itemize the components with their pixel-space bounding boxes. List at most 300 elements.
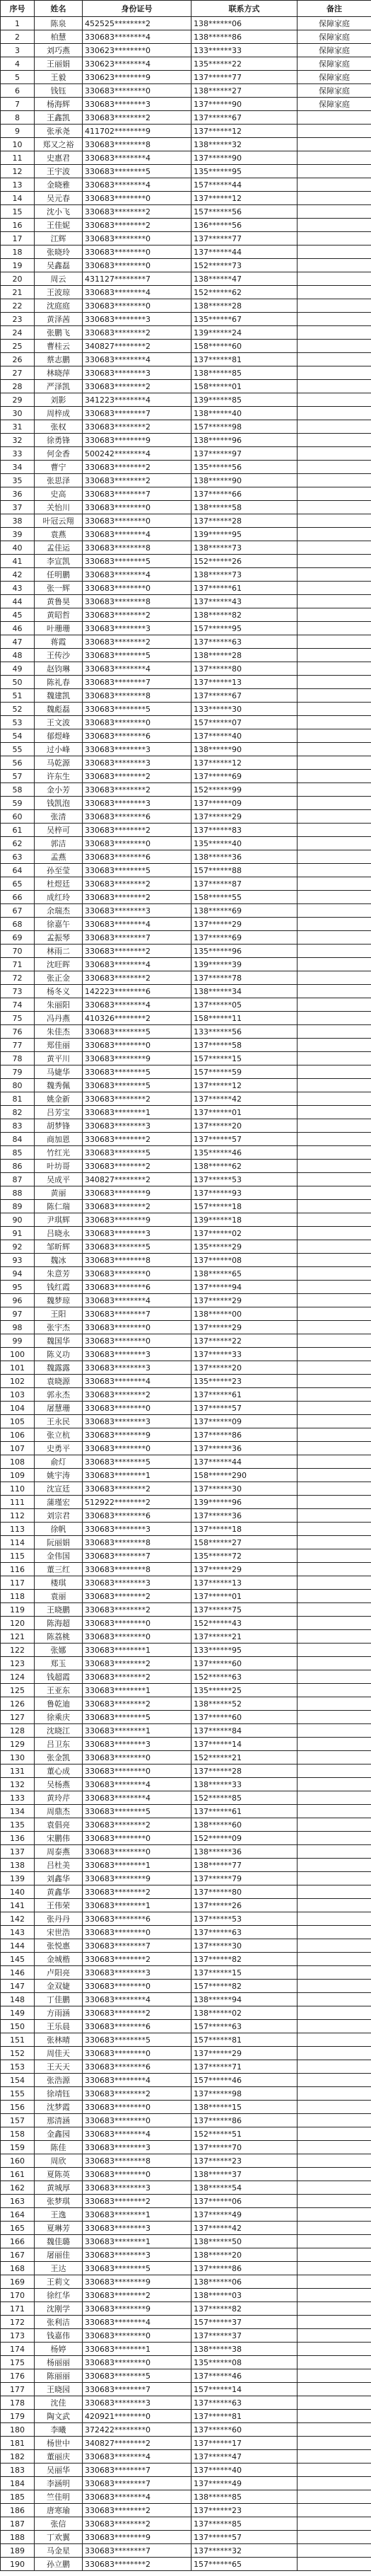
table-row — [1, 2020, 371, 2033]
table-body — [1, 17, 371, 2571]
person-name: 徐嘉午 — [35, 918, 83, 931]
note: 保障家庭 — [298, 98, 371, 111]
row-index: 75 — [1, 1012, 35, 1025]
note — [298, 1388, 371, 1402]
person-name: 吴杨燕 — [35, 1778, 83, 1791]
phone-number: 157******15 — [192, 1052, 298, 1065]
row-index: 6 — [1, 84, 35, 98]
row-index: 151 — [1, 2033, 35, 2047]
row-index: 4 — [1, 57, 35, 71]
row-index: 131 — [1, 1764, 35, 1778]
note — [298, 1644, 371, 1657]
phone-number: 137******05 — [192, 998, 298, 1012]
note — [298, 259, 371, 272]
person-name: 周云 — [35, 272, 83, 286]
row-index: 105 — [1, 1415, 35, 1428]
row-index: 19 — [1, 259, 35, 272]
person-name: 夏琳芳 — [35, 2222, 83, 2235]
phone-number: 138******58 — [192, 501, 298, 514]
row-index: 146 — [1, 1966, 35, 1980]
note — [298, 1536, 371, 1549]
table-row — [1, 1590, 371, 1603]
table-row — [1, 1845, 371, 1859]
person-name: 史勇平 — [35, 1442, 83, 1455]
row-index: 160 — [1, 2154, 35, 2168]
table-row — [1, 232, 371, 246]
id-number: 330623********4 — [83, 57, 192, 71]
note — [298, 1455, 371, 1469]
row-index: 52 — [1, 703, 35, 716]
note — [298, 1294, 371, 1307]
table-row — [1, 1670, 371, 1684]
id-number: 330683********7 — [83, 931, 192, 945]
person-name: 黄昭哲 — [35, 608, 83, 622]
table-row — [1, 1509, 371, 1523]
row-index: 166 — [1, 2235, 35, 2248]
note — [298, 1980, 371, 1993]
note — [298, 1079, 371, 1092]
phone-number: 137******78 — [192, 971, 298, 985]
note — [298, 2181, 371, 2195]
id-number: 330683********9 — [83, 1052, 192, 1065]
note — [298, 568, 371, 582]
person-name: 董三红 — [35, 1563, 83, 1576]
note — [298, 1939, 371, 1953]
table-row — [1, 1402, 371, 1415]
row-index: 143 — [1, 1926, 35, 1939]
id-number: 330683********4 — [83, 286, 192, 299]
id-number: 330683********0 — [83, 246, 192, 259]
person-name: 魏彪磊 — [35, 703, 83, 716]
row-index: 182 — [1, 2450, 35, 2464]
table-row — [1, 57, 371, 71]
header-contact: 联系方式 — [192, 1, 298, 17]
note — [298, 393, 371, 407]
phone-number: 133******95 — [192, 1644, 298, 1657]
phone-number: 157******82 — [192, 1980, 298, 1993]
row-index: 130 — [1, 1751, 35, 1764]
row-index: 156 — [1, 2101, 35, 2114]
id-number: 330683********2 — [83, 1885, 192, 1899]
note — [298, 1442, 371, 1455]
note — [298, 783, 371, 797]
table-row — [1, 608, 371, 622]
header-index: 序号 — [1, 1, 35, 17]
row-index: 43 — [1, 582, 35, 595]
phone-number: 137******12 — [192, 756, 298, 770]
person-name: 刘影 — [35, 393, 83, 407]
id-number: 330683********8 — [83, 1536, 192, 1549]
note: 保障家庭 — [298, 17, 371, 30]
id-number: 330683********4 — [83, 30, 192, 44]
phone-number: 138******06 — [192, 17, 298, 30]
table-row — [1, 1267, 371, 1281]
person-name: 陈泉 — [35, 17, 83, 30]
person-name: 关怡川 — [35, 501, 83, 514]
note — [298, 1791, 371, 1805]
table-row — [1, 1200, 371, 1213]
note — [298, 756, 371, 770]
phone-number: 137******80 — [192, 662, 298, 676]
person-name: 袁燕 — [35, 528, 83, 541]
person-name: 张一辉 — [35, 582, 83, 595]
phone-number: 152******99 — [192, 783, 298, 797]
row-index: 65 — [1, 877, 35, 891]
note — [298, 2168, 371, 2181]
person-name: 周鼎杰 — [35, 1805, 83, 1818]
person-name: 王丽娟 — [35, 57, 83, 71]
note — [298, 2329, 371, 2343]
id-number: 330683********5 — [83, 555, 192, 568]
phone-number: 137******01 — [192, 1590, 298, 1603]
person-name: 王佳妮 — [35, 219, 83, 232]
id-number: 330683********6 — [83, 810, 192, 824]
phone-number: 152******21 — [192, 1751, 298, 1764]
id-number: 330683********6 — [83, 1281, 192, 1294]
note — [298, 1348, 371, 1361]
table-row — [1, 1791, 371, 1805]
person-name: 魏秀佩 — [35, 1079, 83, 1092]
note — [298, 2087, 371, 2101]
note — [298, 635, 371, 649]
table-row — [1, 313, 371, 326]
row-index: 118 — [1, 1590, 35, 1603]
row-index: 188 — [1, 2531, 35, 2544]
table-row — [1, 1980, 371, 1993]
person-name: 钱嘉伟 — [35, 2329, 83, 2343]
phone-number: 137******47 — [192, 2450, 298, 2464]
person-name: 袁丽 — [35, 1590, 83, 1603]
person-name: 郑佳丽 — [35, 1039, 83, 1052]
phone-number: 137******49 — [192, 2477, 298, 2490]
row-index: 119 — [1, 1603, 35, 1617]
person-name: 陈礼春 — [35, 676, 83, 689]
note — [298, 353, 371, 366]
person-name: 叶冠云翔 — [35, 514, 83, 528]
note — [298, 931, 371, 945]
id-number: 330683********9 — [83, 1428, 192, 1442]
person-name: 张鹏飞 — [35, 326, 83, 340]
phone-number: 137******40 — [192, 729, 298, 743]
note — [298, 1509, 371, 1523]
person-name: 鲁乾迪 — [35, 1697, 83, 1711]
phone-number: 157******81 — [192, 2033, 298, 2047]
phone-number: 138******90 — [192, 474, 298, 487]
row-index: 28 — [1, 380, 35, 393]
id-number: 330683********2 — [83, 1133, 192, 1146]
row-index: 14 — [1, 192, 35, 205]
table-row — [1, 1697, 371, 1711]
table-row — [1, 756, 371, 770]
id-number: 330683********2 — [83, 635, 192, 649]
table-row — [1, 1576, 371, 1590]
phone-number: 137******80 — [192, 1885, 298, 1899]
id-number: 330683********1 — [83, 1644, 192, 1657]
row-index: 147 — [1, 1980, 35, 1993]
note — [298, 1617, 371, 1630]
phone-number: 137******12 — [192, 125, 298, 138]
id-number: 330683********3 — [83, 1119, 192, 1133]
id-number: 330683********6 — [83, 850, 192, 864]
note — [298, 2517, 371, 2531]
row-index: 30 — [1, 407, 35, 420]
person-name: 张信 — [35, 2517, 83, 2531]
phone-number: 137******08 — [192, 1254, 298, 1267]
phone-number: 138******73 — [192, 568, 298, 582]
id-number: 330683********3 — [83, 1523, 192, 1536]
note — [298, 1240, 371, 1254]
id-number: 500242********4 — [83, 447, 192, 461]
header-name: 姓名 — [35, 1, 83, 17]
table-row — [1, 595, 371, 608]
table-row — [1, 2275, 371, 2289]
phone-number: 139******85 — [192, 393, 298, 407]
row-index: 71 — [1, 958, 35, 971]
id-number: 330683********8 — [83, 1563, 192, 1576]
note — [298, 2383, 371, 2396]
note — [298, 1281, 371, 1294]
row-index: 167 — [1, 2248, 35, 2262]
phone-number: 133******56 — [192, 1025, 298, 1039]
id-number: 330683********7 — [83, 1939, 192, 1953]
phone-number: 137******98 — [192, 2087, 298, 2101]
person-name: 屠慧珊 — [35, 1402, 83, 1415]
person-name: 宋鹏伟 — [35, 1832, 83, 1845]
phone-number: 137******29 — [192, 810, 298, 824]
table-row — [1, 259, 371, 272]
phone-number: 137******61 — [192, 1388, 298, 1402]
row-index: 174 — [1, 2343, 35, 2356]
phone-number: 137******60 — [192, 1711, 298, 1724]
row-index: 68 — [1, 918, 35, 931]
person-name: 杨婷 — [35, 2343, 83, 2356]
row-index: 184 — [1, 2477, 35, 2490]
person-name: 张晓玲 — [35, 246, 83, 259]
table-row — [1, 541, 371, 555]
person-name: 黄玲芹 — [35, 1791, 83, 1805]
phone-number: 158******290 — [192, 1469, 298, 1482]
table-row — [1, 662, 371, 676]
note — [298, 2302, 371, 2316]
table-row — [1, 299, 371, 313]
id-number: 330683********5 — [83, 1079, 192, 1092]
note — [298, 1361, 371, 1375]
table-row — [1, 2302, 371, 2316]
phone-number: 137******81 — [192, 2410, 298, 2423]
table-row — [1, 1724, 371, 1738]
note — [298, 192, 371, 205]
person-name: 徐帆 — [35, 1523, 83, 1536]
table-row — [1, 1630, 371, 1644]
id-number: 330683********8 — [83, 2154, 192, 2168]
person-name: 郭永杰 — [35, 1388, 83, 1402]
note — [298, 541, 371, 555]
note — [298, 1885, 371, 1899]
id-number: 330683********6 — [83, 2020, 192, 2033]
row-index: 139 — [1, 1872, 35, 1885]
id-number: 330683********1 — [83, 1469, 192, 1482]
person-name: 郭洁 — [35, 837, 83, 850]
table-row — [1, 582, 371, 595]
id-number: 330683********7 — [83, 1549, 192, 1563]
note — [298, 2289, 371, 2302]
person-name: 姚宇涛 — [35, 1469, 83, 1482]
note — [298, 286, 371, 299]
phone-number: 137******32 — [192, 2544, 298, 2558]
note — [298, 1375, 371, 1388]
id-number: 330683********0 — [83, 716, 192, 729]
phone-number: 138******90 — [192, 743, 298, 756]
table-row — [1, 2356, 371, 2369]
id-number: 330683********4 — [83, 1294, 192, 1307]
row-index: 115 — [1, 1549, 35, 1563]
person-name: 黄平川 — [35, 1052, 83, 1065]
table-row — [1, 1657, 371, 1670]
table-row — [1, 2047, 371, 2060]
note — [298, 985, 371, 998]
id-number: 330683********0 — [83, 582, 192, 595]
person-name: 郁煜峰 — [35, 729, 83, 743]
row-index: 120 — [1, 1617, 35, 1630]
note — [298, 1845, 371, 1859]
person-name: 张承尧 — [35, 125, 83, 138]
row-index: 69 — [1, 931, 35, 945]
note — [298, 555, 371, 568]
table-row — [1, 2208, 371, 2222]
note: 保障家庭 — [298, 71, 371, 84]
table-row — [1, 810, 371, 824]
row-index: 110 — [1, 1482, 35, 1496]
row-index: 186 — [1, 2504, 35, 2517]
row-index: 108 — [1, 1455, 35, 1469]
id-number: 452525********2 — [83, 17, 192, 30]
table-row — [1, 326, 371, 340]
row-index: 7 — [1, 98, 35, 111]
row-index: 127 — [1, 1711, 35, 1724]
phone-number: 138******69 — [192, 904, 298, 918]
table-row — [1, 850, 371, 864]
table-row — [1, 2437, 371, 2450]
id-number: 330683********0 — [83, 2168, 192, 2181]
phone-number: 137******53 — [192, 1173, 298, 1186]
person-name: 吴成平 — [35, 1173, 83, 1186]
table-row — [1, 1065, 371, 1079]
id-number: 340827********2 — [83, 340, 192, 353]
phone-number: 135******23 — [192, 1375, 298, 1388]
person-name: 黄鑫华 — [35, 1885, 83, 1899]
note: 保障家庭 — [298, 57, 371, 71]
person-name: 丁欢翼 — [35, 2531, 83, 2544]
table-row — [1, 2222, 371, 2235]
table-row — [1, 1079, 371, 1092]
phone-number: 138******20 — [192, 2248, 298, 2262]
note — [298, 1738, 371, 1751]
row-index: 74 — [1, 998, 35, 1012]
note — [298, 151, 371, 165]
id-number: 330683********9 — [83, 1213, 192, 1227]
phone-number: 137******57 — [192, 2531, 298, 2544]
id-number: 330683********2 — [83, 608, 192, 622]
person-name: 曹桂云 — [35, 340, 83, 353]
person-name: 李曦 — [35, 2423, 83, 2437]
id-number: 330683********0 — [83, 192, 192, 205]
table-row — [1, 2544, 371, 2558]
id-number: 330683********0 — [83, 2101, 192, 2114]
id-number: 330683********3 — [83, 98, 192, 111]
person-name: 丁佳鹏 — [35, 1993, 83, 2006]
phone-number: 135******08 — [192, 2356, 298, 2369]
note — [298, 2060, 371, 2074]
note — [298, 1523, 371, 1536]
row-index: 124 — [1, 1670, 35, 1684]
table-row — [1, 1939, 371, 1953]
row-index: 128 — [1, 1724, 35, 1738]
note — [298, 1213, 371, 1227]
phone-number: 135******40 — [192, 837, 298, 850]
id-number: 330683********3 — [83, 904, 192, 918]
row-index: 2 — [1, 30, 35, 44]
id-number: 330683********0 — [83, 299, 192, 313]
note — [298, 2504, 371, 2517]
id-number: 330683********3 — [83, 756, 192, 770]
person-name: 叶珊珊 — [35, 622, 83, 635]
id-number: 330683********4 — [83, 1375, 192, 1388]
id-number: 330683********0 — [83, 1402, 192, 1415]
row-index: 81 — [1, 1092, 35, 1106]
id-number: 330683********2 — [83, 1200, 192, 1213]
note — [298, 1670, 371, 1684]
id-number: 330683********4 — [83, 151, 192, 165]
row-index: 148 — [1, 1993, 35, 2006]
note — [298, 1133, 371, 1146]
id-number: 330683********2 — [83, 1388, 192, 1402]
phone-number: 152******51 — [192, 2127, 298, 2141]
id-number: 330683********1 — [83, 1859, 192, 1872]
phone-number: 137******84 — [192, 1724, 298, 1738]
row-index: 179 — [1, 2410, 35, 2423]
phone-number: 137******97 — [192, 447, 298, 461]
phone-number: 157******98 — [192, 420, 298, 434]
note — [298, 1039, 371, 1052]
person-name: 方雨涵 — [35, 2006, 83, 2020]
note — [298, 703, 371, 716]
phone-number: 137******94 — [192, 1281, 298, 1294]
person-name: 徐勇锋 — [35, 434, 83, 447]
table-row — [1, 447, 371, 461]
note — [298, 2356, 371, 2369]
person-name: 朱佳杰 — [35, 1025, 83, 1039]
person-name: 袁倡亮 — [35, 1818, 83, 1832]
phone-number: 137******67 — [192, 111, 298, 125]
table-row — [1, 1106, 371, 1119]
id-number: 330683********0 — [83, 1617, 192, 1630]
row-index: 92 — [1, 1240, 35, 1254]
note — [298, 528, 371, 541]
phone-number: 137******71 — [192, 2060, 298, 2074]
person-name: 沈宣廷 — [35, 1482, 83, 1496]
id-number: 330683********9 — [83, 2302, 192, 2316]
phone-number: 157******18 — [192, 1200, 298, 1213]
phone-number: 135******95 — [192, 165, 298, 178]
table-row — [1, 2127, 371, 2141]
note — [298, 366, 371, 380]
person-name: 张林晴 — [35, 2033, 83, 2047]
table-row — [1, 2262, 371, 2275]
person-name: 张浩源 — [35, 2074, 83, 2087]
note — [298, 246, 371, 259]
person-name: 杨丽丽 — [35, 2356, 83, 2369]
person-name: 钱红霞 — [35, 1281, 83, 1294]
